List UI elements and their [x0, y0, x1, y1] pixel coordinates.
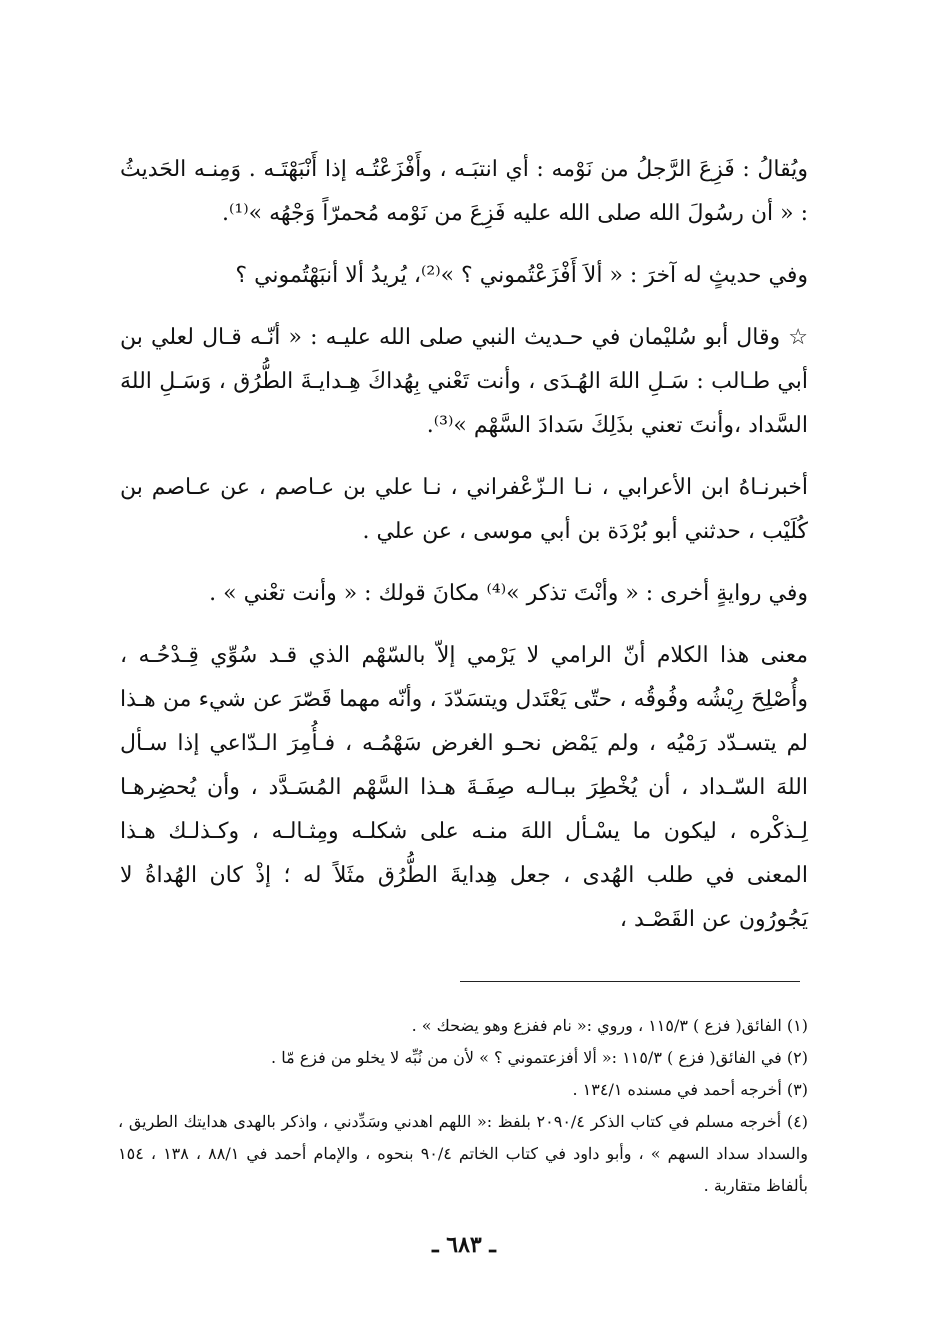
footnote-4: (٤) أخرجه مسلم في كتاب الذكر ٢٠٩٠/٤ بلفظ :« اللهم اهدني وسَدِّدني ، واذكر بالهدى هدايتك الطريق ، والسداد سداد السهم » ، وأبو داود في كتاب الخاتم ٩٠/٤ بنحوه ، والإمام أحمد في ٨٨/١ ، ١٣٨ ، ١٥٤ بألفاظ متقاربة .	[118, 1112, 809, 1195]
paragraph-meaning: معنى هذا الكلام أنّ الرامي لا يَرْمي إلاّ بالسّهْم الذي قـد سُوِّي قِـدْحُـه ، وأُصْلِحَ رِيْشُه وفُوقُه ، حتّى يَعْتَدل ويتسَدّدَ ، وأنّه مهما قَصّرَ عن شيء من هـذا لم يتسـدّد رَمْيُه ، ولم يَمْض نحـو الغرض سَهْمُـه ، فـأُمِرَ الـدّاعي إذا سـأل اللهَ السّـداد ، أن يُخْطِرَ ببـالـه صِفَـةَ هـذا السَّهْم المُسَـدَّد ، وأن يُحضِرهـا لِـذكْره ، ليكون ما يسْـأل اللهَ منـه على شكلـه ومِثـالـه ، وكـذلـك هـذا المعنى في طلب الهُدى ، جعل هِدايةَ الطُّرُق مثَلاً له ؛ إذْ كان الهُداةُ لا يَجُورُون عن القَصْـد ،	[120, 643, 808, 932]
footnotes	[118, 1010, 808, 1202]
footnote-1: (١) الفائق( فزع ) ١١٥/٣ ، وروي :« نام ففزع وهو يضحك » .	[411, 1016, 808, 1035]
page-number: ـ ٦٨٣ ـ	[432, 1232, 496, 1258]
paragraph-fazia: ويُقالُ : فَزِعَ الرَّجلُ من نَوْمه : أي انتبَـه ، وأَفْزَعْتُـه إذا أَنْبَهْتَـه . وَمِنـه الحَديثُ : « أن رسُولَ الله صلى الله عليه فَزِعَ من نَوْمه مُحمرّاً وَجْهُه »⁽¹⁾.	[120, 157, 808, 226]
footnote-2: (٢) في الفائق( فزع ) ١١٥/٣ :« ألا أفزعتموني ؟ » لأن من نُبِّه لا يخلو من فزع مّا .	[271, 1048, 808, 1067]
footnote-3: (٣) أخرجه أحمد في مسنده ١٣٤/١ .	[572, 1080, 808, 1099]
main-text	[120, 148, 808, 960]
paragraph-abu-sulayman: ☆ وقال أبو سُليْمان في حـديث النبي صلى الله عليـه : « أنّـه قـال لعلي بن أبي طـالب : سَـلِ اللهَ الهُـدَى ، وأنت تَعْني بِهُداكَ هِـدايـةَ الطُّرُق ، وَسَـلِ اللهَ السَّداد ،وأنتَ تعني بذَلِكَ سَدادَ السَّهْم »⁽³⁾.	[120, 325, 808, 438]
footnote-separator	[460, 981, 800, 982]
paragraph-other-narration: وفي روايةٍ أخرى : « وأنْتَ تذكر »⁽⁴⁾ مكانَ قولك : « وأنت تعْني » .	[209, 581, 808, 606]
paragraph-isnad: أخبرنـاهُ ابن الأعرابي ، نـا الـزّعْفراني ، نـا علي بن عـاصم ، عن عـاصم بن كُلَيْب ، حدثني أبو بُرْدَة بن أبي موسى ، عن علي .	[120, 475, 808, 544]
paragraph-hadith-other: وفي حديثٍ له آخرَ : « ألاَ أَفْزَعْتُموني ؟ »⁽²⁾، يُريدُ ألا أنبَهْتُموني ؟	[235, 263, 808, 288]
